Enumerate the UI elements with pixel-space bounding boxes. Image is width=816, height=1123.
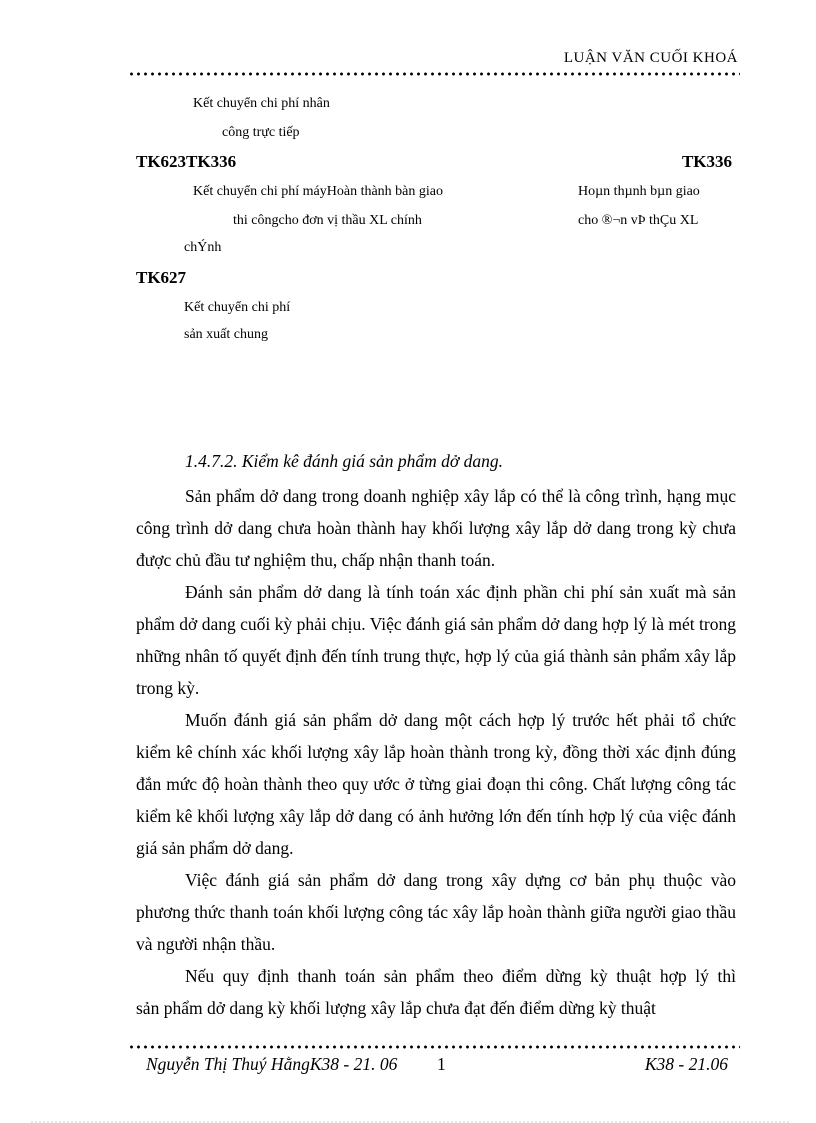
account-tk336: TK336 [681, 152, 732, 171]
diagram-label-labor-1: Kết chuyển chi phí nhân [193, 96, 330, 111]
diagram-label-right-2: cho ®¬n vÞ thÇu XL [578, 213, 699, 228]
section-title: 1.4.7.2. Kiểm kê đánh giá sản phẩm dở dang. [185, 451, 503, 471]
paragraph-5-line-1: Nếu quy định thanh toán sản phẩm theo điểm dừng kỳ thuật hợp lý thì [185, 966, 736, 986]
diagram-label-machine-1: Kết chuyển chi phí máyHoàn thành bàn giao [193, 184, 443, 199]
account-tk627: TK627 [136, 268, 187, 287]
header-rule [128, 72, 740, 76]
running-header: LUẬN VĂN CUỐI KHOÁ [563, 50, 738, 66]
footer-class-code: K38 - 21.06 [644, 1054, 728, 1074]
diagram-label-labor-2: công trực tiếp [222, 125, 300, 140]
paragraph-5-line-2: sản phẩm dở dang kỳ khối lượng xây lắp chưa đạt đến điểm dừng kỳ thuật [136, 998, 656, 1018]
diagram-label-machine-3: chÝnh [184, 240, 222, 255]
paragraph-1: Sản phẩm dở dang trong doanh nghiệp xây lắp có thể là công trình, hạng mục công trình dở dang chưa hoàn thành hay khối lượng xây lắp dở dang trong kỳ chưa được chủ đầu tư nghiệm thu, chấp nhận thanh toán. [136, 486, 736, 570]
paragraph-2: Đánh sản phẩm dở dang là tính toán xác định phần chi phí sản xuất mà sản phẩm dở dang cuối kỳ phải chịu. Việc đánh giá sản phẩm dở dang hợp lý là mét trong những nhân tố quyết định đến tính trung thực, hợp lý của giá thành sản phẩm xây lắp trong kỳ. [136, 582, 736, 698]
paragraph-3: Muốn đánh giá sản phẩm dở dang một cách hợp lý trước hết phải tổ chức kiểm kê chính xác khối lượng xây lắp hoàn thành trong kỳ, đồng thời xác định đúng đắn mức độ hoàn thành theo quy ước ở từng giai đoạn thi công. Chất lượng công tác kiểm kê khối lượng xây lắp dở dang có ảnh hưởng lớn đến tính hợp lý của việc đánh giá sản phẩm dở dang. [136, 710, 736, 858]
account-tk623-tk336: TK623TK336 [136, 152, 237, 171]
diagram-label-general-1: Kết chuyển chi phí [184, 300, 291, 315]
paragraph-4: Việc đánh giá sản phẩm dở dang trong xây dựng cơ bản phụ thuộc vào phương thức thanh toán khối lượng công tác xây lắp hoàn thành giữa người giao thầu và người nhận thầu. [136, 870, 736, 954]
footer-rule [128, 1045, 740, 1049]
diagram-label-general-2: sản xuất chung [184, 327, 268, 342]
diagram-label-right-1: Hoµn thµnh bµn giao [578, 184, 700, 199]
footer-author: Nguyễn Thị Thuý HằngK38 - 21. 06 [146, 1054, 398, 1074]
diagram-label-machine-2: thi côngcho đơn vị thầu XL chính [233, 213, 422, 228]
page-number: 1 [437, 1054, 446, 1074]
